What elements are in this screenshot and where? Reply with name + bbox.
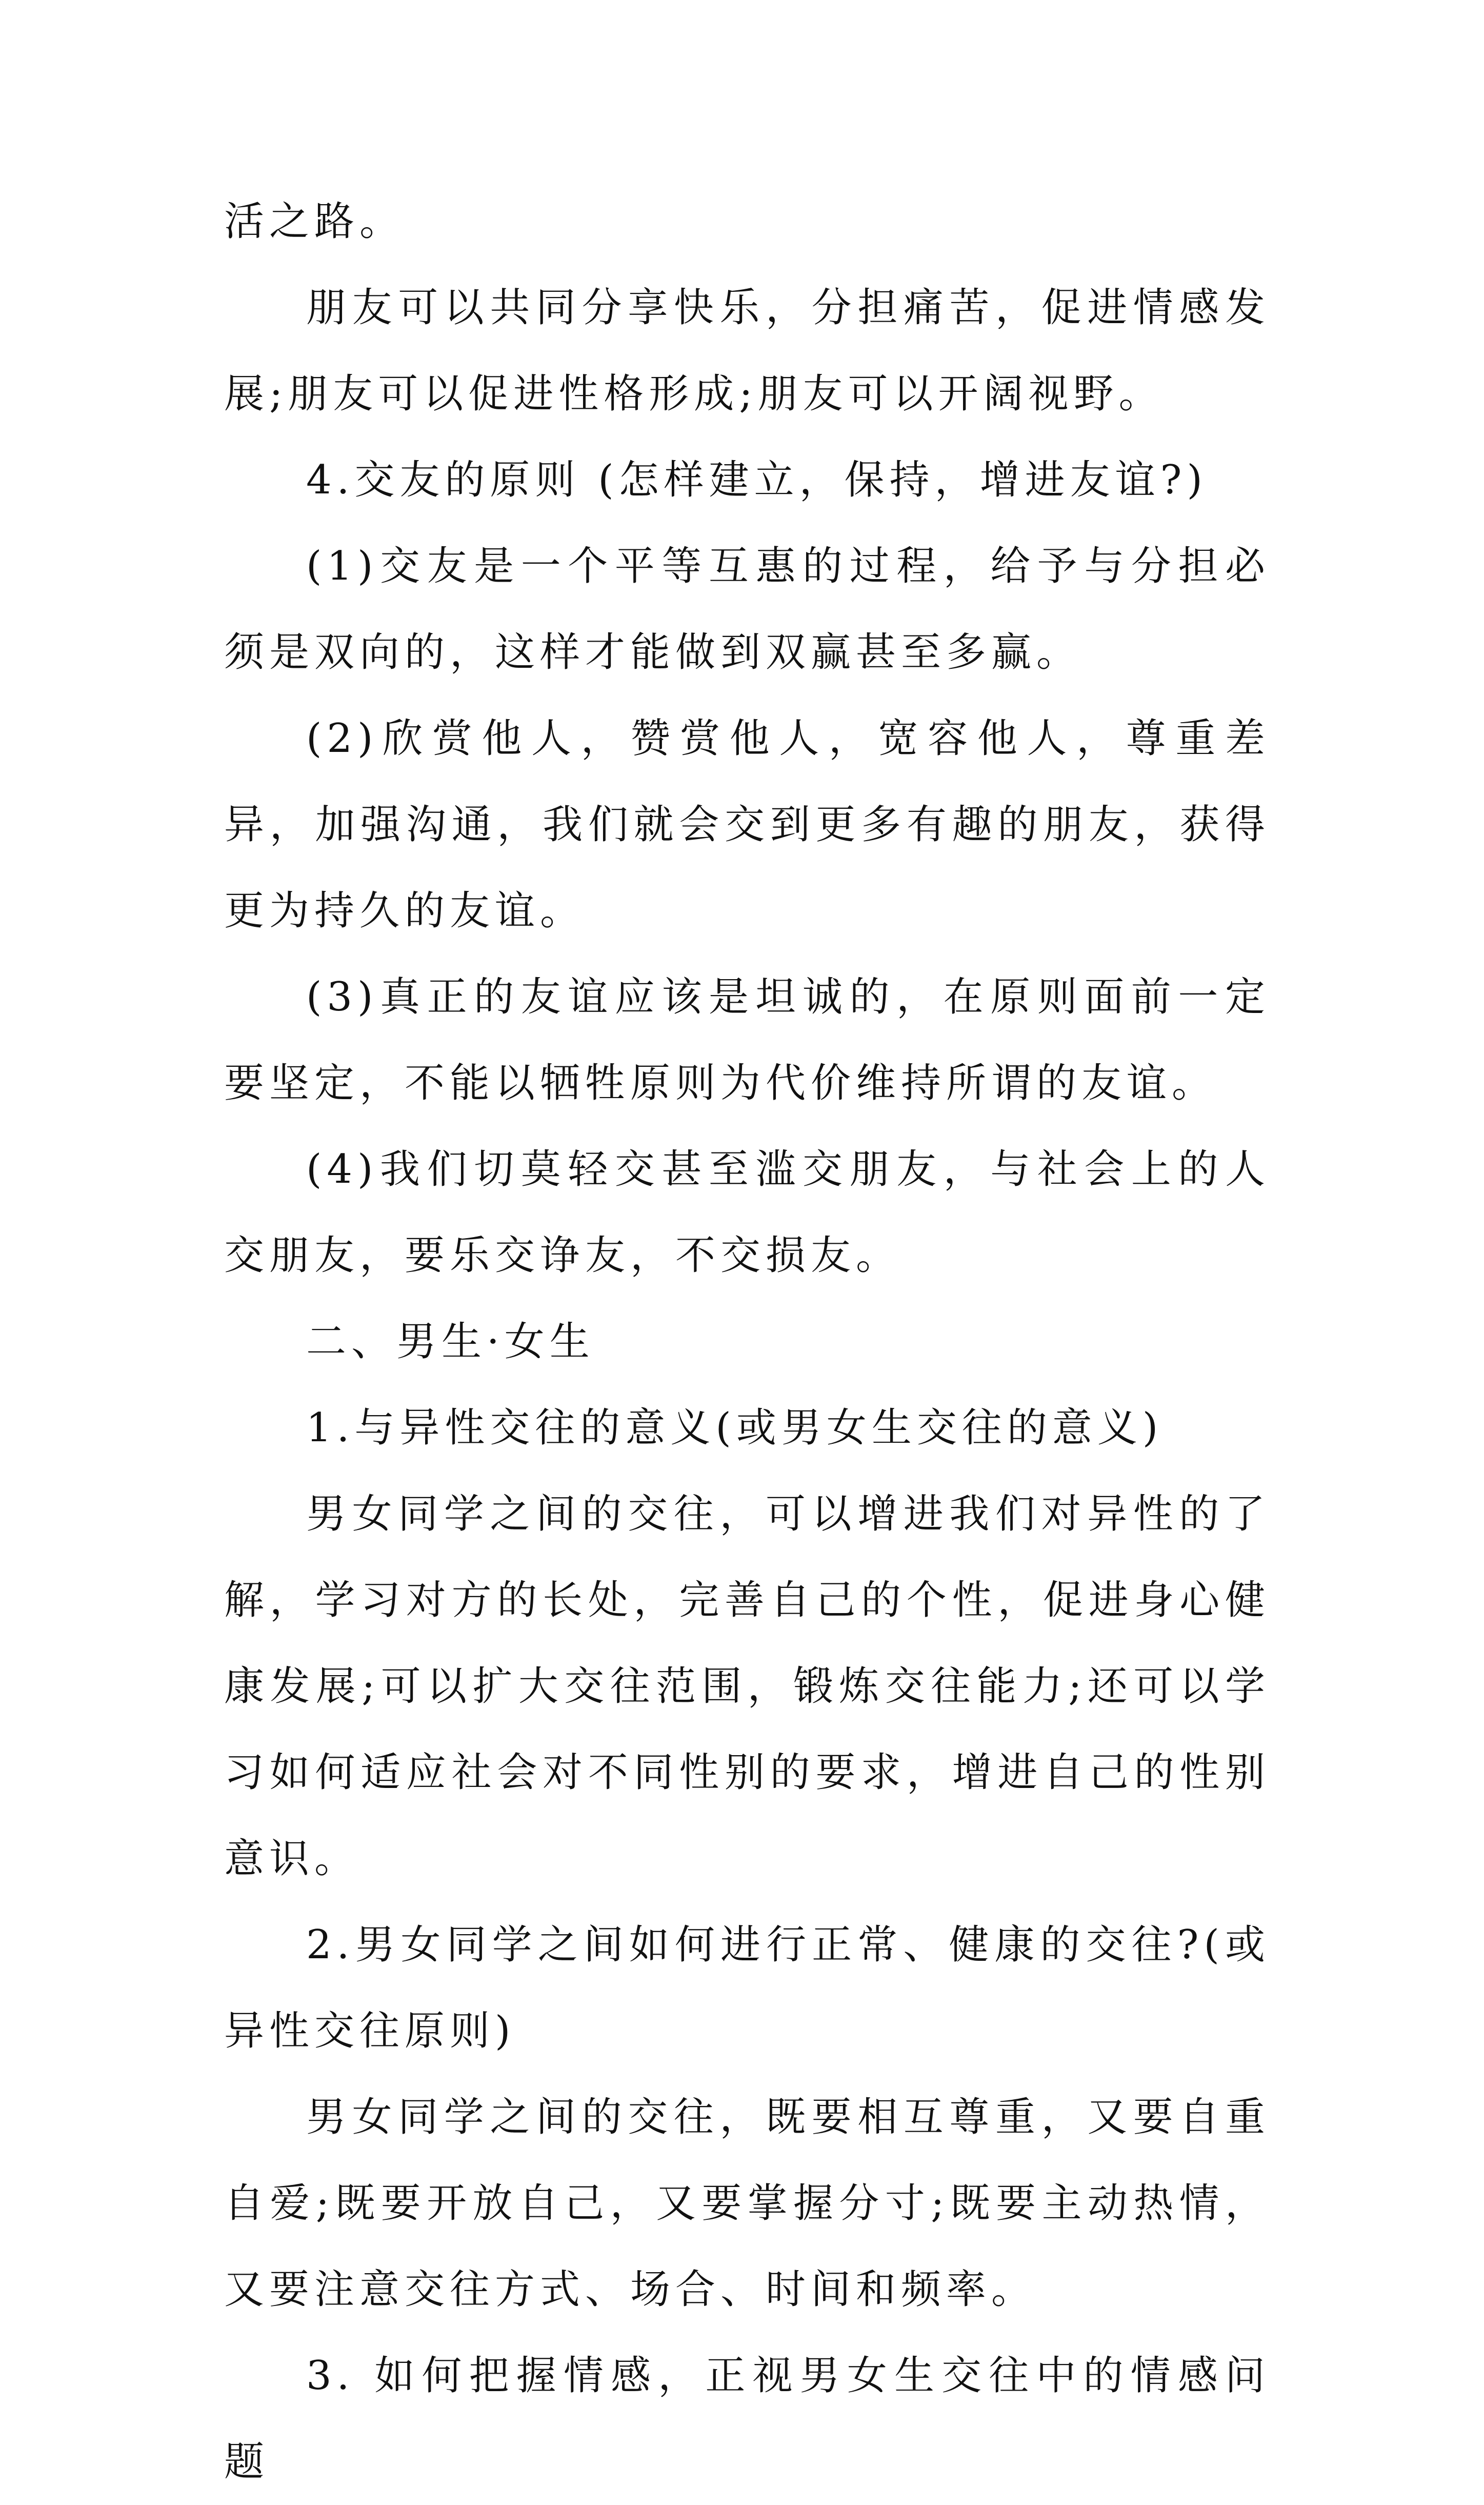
list-item-principle-3: (3)真正的友谊应该是坦诚的，在原则面前一定要坚定，不能以牺牲原则为代价维持所谓的友谊。 [224, 974, 1270, 1106]
heading-healthy-interaction: 2.男女同学之间如何进行正常、健康的交往?(或异性交往原则) [224, 1922, 1270, 2054]
paragraph-friendship-benefits: 朋友可以共同分享快乐，分担痛苦，促进情感发展;朋友可以促进性格形成;朋友可以开阔视野。 [224, 285, 1270, 417]
heading-emotion-handling: 3. 如何把握情感，正视男女生交往中的情感问题 [224, 2353, 1270, 2485]
paragraph-continuation: 活之路。 [224, 198, 405, 245]
heading-opposite-sex-meaning: 1.与异性交往的意义(或男女生交往的意义) [306, 1405, 1164, 1451]
list-item-principle-1: (1)交友是一个平等互惠的过程，给予与分担必须是双向的，这样才能做到双赢甚至多赢。 [224, 543, 1270, 675]
list-item-principle-2: (2)欣赏他人，赞赏他人，宽容他人，尊重差异，加强沟通，我们就会交到更多有趣的朋友，获得更为持久的友谊。 [224, 715, 1270, 934]
list-item-principle-4: (4)我们切莫轻交甚至滥交朋友，与社会上的人交朋友，要乐交诤友，不交损友。 [224, 1146, 1270, 1279]
paragraph-opposite-sex-meaning: 男女同学之间的交往，可以增进我们对异性的了解，学习对方的长处，完善自己的个性，促进身心健康发展;可以扩大交往范围，锻炼交往能力;还可以学习如何适应社会对不同性别的要求，增进自己的性别意识。 [224, 1491, 1270, 1882]
paragraph-healthy-interaction: 男女同学之间的交往，既要相互尊重，又要自重自爱;既要开放自己，又要掌握分寸;既要主动热情，又要注意交往方式、场合、时间和频率。 [224, 2094, 1270, 2313]
section-heading-boys-girls: 二、男生·女生 [306, 1319, 595, 1365]
heading-friendship-principles: 4.交友的原则 (怎样建立，保持，增进友谊?) [306, 457, 1208, 503]
document-body [224, 178, 1270, 2505]
